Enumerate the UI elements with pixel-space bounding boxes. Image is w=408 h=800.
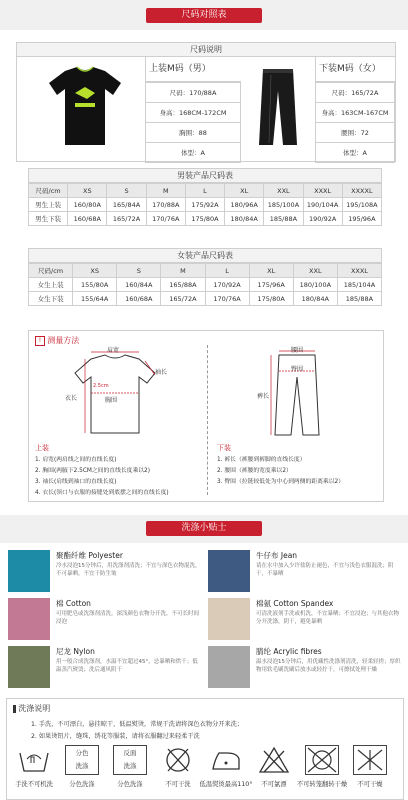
table-header-cell: 尺码/cm	[29, 184, 68, 198]
low-iron-icon	[209, 745, 243, 775]
measure-header	[35, 335, 79, 347]
table-cell: 190/92A	[303, 212, 342, 226]
table-cell: 185/88A	[337, 292, 381, 306]
table-header-cell: L	[185, 184, 224, 198]
table-cell: 195/108A	[342, 198, 381, 212]
top-notes-heading: 上装	[35, 444, 49, 452]
table-cell: 155/64A	[73, 292, 117, 306]
care-item-text: 可清洗液剂手洗或机洗，不宜暴晒；不宜浸泡；与其他衣物分开洗涤，阴干，避免暴晒	[256, 611, 400, 625]
women-header-row	[29, 264, 382, 278]
list-item: 3. 袖长(肩线到袖口的直线长度)	[35, 479, 117, 485]
bottom-notes	[217, 443, 377, 488]
nylon-swatch	[8, 646, 50, 688]
table-cell: 185/100A	[264, 198, 303, 212]
wash-label: 分色洗涤	[69, 781, 95, 788]
men-table-title: 男装产品尺码表	[28, 168, 382, 183]
no-tumble-dry-icon	[305, 745, 339, 775]
measure-title: 测量方法	[47, 336, 80, 345]
bottom-spec	[315, 57, 395, 163]
care-item-text: 可用肥皂或洗涤剂清洗。深浅颜色衣物分开洗，不可长时间浸泡	[56, 611, 200, 625]
tshirt-image	[25, 63, 145, 149]
table-cell: 170/76A	[146, 212, 185, 226]
table-cell: 185/104A	[337, 278, 381, 292]
no-bleach-icon	[257, 745, 291, 775]
sleeve-label: 袖长	[155, 369, 168, 376]
care-item-title: 牛仔布 Jean	[256, 551, 298, 560]
women-size-table	[28, 248, 382, 306]
shirt-diagram	[55, 347, 175, 441]
table-cell: 170/92A	[205, 278, 249, 292]
wash-label: 不可干洗	[165, 781, 191, 788]
top-spec-heading: 上装M码（男）	[145, 57, 241, 82]
bottom-spec-size: 尺码：165/72A	[316, 83, 395, 103]
top-spec-body: 体型：A	[146, 143, 241, 163]
washing-section	[6, 698, 404, 800]
wash-label: 手洗不可机洗	[15, 781, 53, 788]
table-header-cell: XXXL	[337, 264, 381, 278]
bottom-spec-waist: 腰围：72	[316, 123, 395, 143]
table-cell: 160/80A	[68, 198, 107, 212]
table-header-cell: XL	[249, 264, 293, 278]
care-item-title: 棉氨 Cotton Spandex	[256, 599, 334, 608]
separate-wash-icon: 分色 洗涤	[65, 745, 99, 775]
washing-note-1: 1. 手洗，不可漂白，悬挂晾干，低温熨烫，常规干洗请将深色衣物分开来洗；	[31, 721, 244, 728]
jean-swatch	[208, 550, 250, 592]
washing-note-2: 2. 如果烫钮片，缝珠，绣花等服装，请将衣服翻过来轻柔干洗	[31, 733, 200, 740]
table-cell: 160/68A	[68, 212, 107, 226]
offset-label: 2.5cm	[93, 383, 109, 389]
table-header-cell: XS	[73, 264, 117, 278]
table-cell: 165/84A	[107, 198, 146, 212]
table-cell: 男生下装	[29, 212, 68, 226]
top-spec-size: 尺码：170/88A	[146, 83, 241, 103]
table-header-cell: L	[205, 264, 249, 278]
table-cell: 175/92A	[185, 198, 224, 212]
table-cell: 195/96A	[342, 212, 381, 226]
table-header-cell: M	[146, 184, 185, 198]
care-item-cotton	[8, 598, 203, 644]
bottom-spec-heading: 下装M码（女）	[315, 57, 395, 82]
bottom-spec-body: 体型：A	[316, 143, 395, 163]
washing-header	[13, 703, 50, 714]
list-item: 2. 胸围(两腋下2.5CM之间的直线长度乘以2)	[35, 468, 151, 474]
measure-divider	[207, 345, 208, 495]
care-item-cotton-spandex	[208, 598, 403, 644]
table-cell: 155/80A	[73, 278, 117, 292]
care-item-jean	[208, 550, 403, 596]
top-spec-chest: 胸围：88	[146, 123, 241, 143]
polyester-swatch	[8, 550, 50, 592]
list-item: 2. 腰围（裤腰的宽度乘以2）	[217, 468, 292, 474]
no-dry-icon	[353, 745, 387, 775]
table-cell: 165/72A	[161, 292, 205, 306]
measure-section	[28, 330, 384, 502]
care-item-text: 请在水中加入少许盐防止褪色，不宜与浅色衣服混洗；阴干，不暴晒	[256, 563, 394, 577]
table-cell: 180/96A	[225, 198, 264, 212]
table-cell: 女生下装	[29, 292, 73, 306]
cotton-swatch	[8, 598, 50, 640]
table-cell: 190/104A	[303, 198, 342, 212]
table-row	[29, 212, 382, 226]
shoulder-label: 肩宽	[107, 347, 120, 354]
pants-diagram	[257, 347, 337, 441]
table-cell: 165/88A	[161, 278, 205, 292]
table-cell: 185/88A	[264, 212, 303, 226]
care-item-text: 用一般合成洗涤剂，水温不宜超过45°，忌暴晒和烘干；低温蒸汽熨烫；洗后通风阴干	[56, 659, 198, 673]
spec-title: 尺码说明	[17, 43, 395, 57]
cotton-spandex-swatch	[208, 598, 250, 640]
list-item: 4. 衣长(领口与衣服的接缝处到底摆之间的直线长度)	[35, 490, 169, 496]
table-header-cell: XXL	[264, 184, 303, 198]
table-row	[29, 198, 382, 212]
table-cell: 180/84A	[225, 212, 264, 226]
care-item-title: 聚酯纤维 Polyester	[56, 551, 123, 560]
top-spec-height: 身高：168CM-172CM	[146, 103, 241, 123]
table-cell: 180/84A	[293, 292, 337, 306]
care-item-text: 冷水浸泡15分钟后，用洗涤剂清洗；不宜与深色衣物混洗，不可暴晒，不宜干防生皱	[56, 563, 201, 577]
length-label: 衣长	[65, 395, 78, 402]
men-header-row	[29, 184, 382, 198]
list-item: 1. 裤长（裤腰到裤脚的直线长度）	[217, 457, 306, 463]
washing-accent	[13, 705, 16, 713]
wash-label: 低温熨烫最高110°	[199, 781, 253, 788]
table-header-cell: XL	[225, 184, 264, 198]
care-item-text: 温水浸泡15分钟后，用优藏性洗涤剂清洗，轻柔轻搓；厚织物用软毛刷洗刷后放水或轻拧干，可擦拭处理干燥	[256, 659, 401, 673]
list-item: 3. 臀围（拉链较低处为中心到两侧的距离乘以2）	[217, 479, 344, 485]
care-item-title: 腈纶 Acrylic fibres	[256, 647, 322, 656]
chest-label: 胸围	[105, 397, 118, 404]
hand-wash-icon	[17, 745, 51, 775]
table-cell: 175/80A	[185, 212, 224, 226]
page-title: 尺码对照表	[146, 8, 262, 23]
care-item-nylon	[8, 646, 203, 692]
table-header-cell: 尺码/cm	[29, 264, 73, 278]
table-header-cell: XS	[68, 184, 107, 198]
top-notes	[35, 443, 203, 499]
washing-title: 洗涤说明	[18, 704, 51, 713]
spec-section	[16, 42, 396, 162]
separate-wash-icon: 反面 洗涤	[113, 745, 147, 775]
wash-label: 分色洗涤	[117, 781, 143, 788]
bottom-spec-height: 身高：163CM-167CM	[316, 103, 395, 123]
pants-image	[243, 63, 313, 149]
pants-length-label: 裤长	[257, 393, 270, 400]
care-item-acrylic	[208, 646, 403, 692]
table-cell: 女生上装	[29, 278, 73, 292]
table-cell: 175/96A	[249, 278, 293, 292]
list-item: 1. 肩宽(两肩线之间的直线长度)	[35, 457, 117, 463]
table-cell: 160/68A	[117, 292, 161, 306]
men-size-table	[28, 168, 382, 226]
women-table-title: 女装产品尺码表	[28, 248, 382, 263]
wash-label: 不可干燥	[357, 781, 383, 788]
wash-label: 不可转笼翻转干燥	[296, 781, 348, 788]
table-header-cell: M	[161, 264, 205, 278]
top-spec	[145, 57, 241, 163]
table-cell: 170/88A	[146, 198, 185, 212]
table-cell: 165/72A	[107, 212, 146, 226]
bottom-notes-heading: 下装	[217, 444, 231, 452]
table-header-cell: S	[107, 184, 146, 198]
table-header-cell: XXL	[293, 264, 337, 278]
table-cell: 175/80A	[249, 292, 293, 306]
table-row	[29, 278, 382, 292]
table-header-cell: S	[117, 264, 161, 278]
warning-icon: !	[35, 336, 45, 346]
care-item-title: 尼龙 Nylon	[56, 647, 95, 656]
table-cell: 160/84A	[117, 278, 161, 292]
table-header-cell: XXXXL	[342, 184, 381, 198]
waist-label: 腰围	[291, 347, 304, 354]
table-cell: 180/100A	[293, 278, 337, 292]
acrylic-swatch	[208, 646, 250, 688]
hip-label: 臀围	[291, 366, 304, 373]
no-dry-clean-icon	[161, 745, 195, 775]
table-header-cell: XXXL	[303, 184, 342, 198]
table-cell: 男生上装	[29, 198, 68, 212]
wash-label: 不可氯漂	[261, 781, 287, 788]
care-title: 洗涤小贴士	[146, 521, 262, 536]
table-cell: 170/76A	[205, 292, 249, 306]
care-item-title: 棉 Cotton	[56, 599, 91, 608]
care-item-polyester	[8, 550, 203, 596]
table-row	[29, 292, 382, 306]
